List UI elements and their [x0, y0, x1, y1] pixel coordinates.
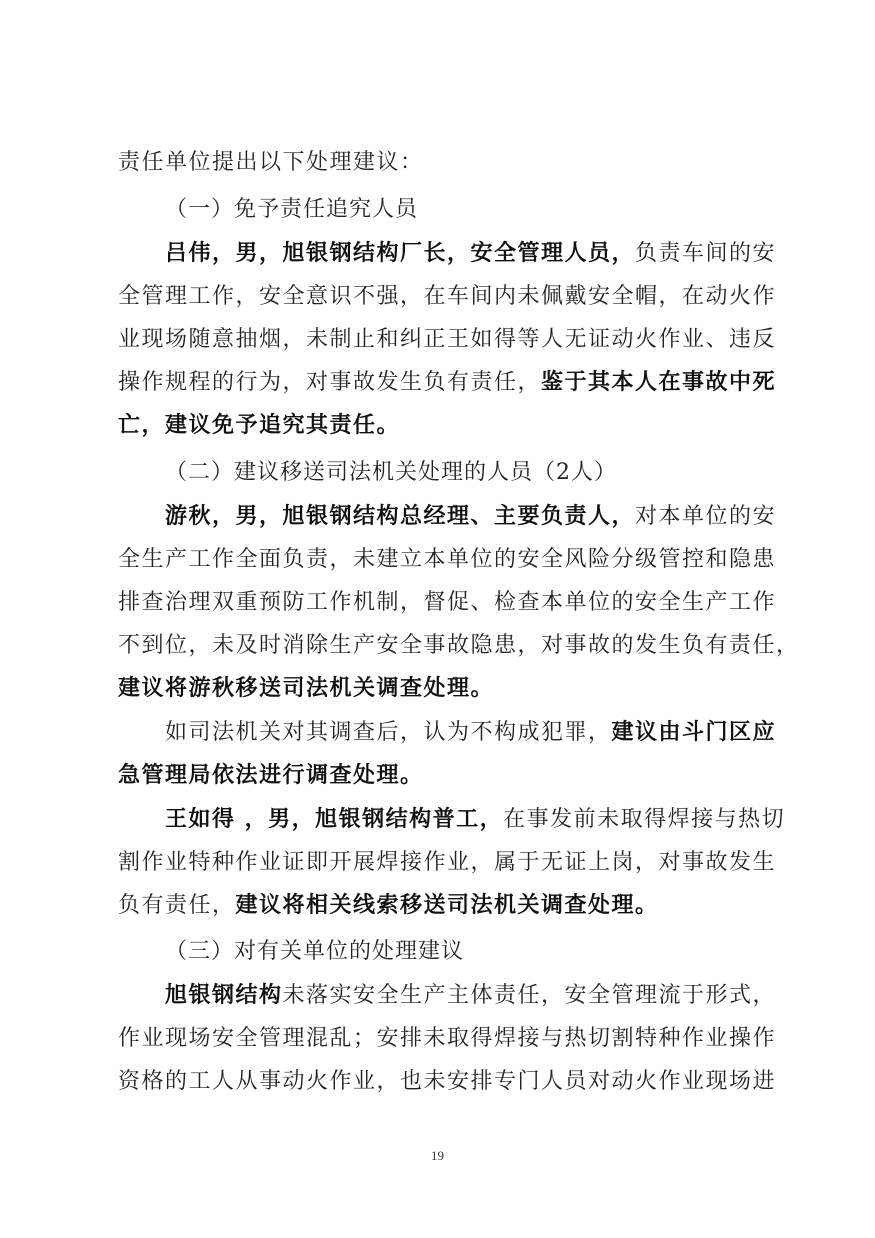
bold-text-run: 游秋，男，旭银钢结构总经理、主要负责人， [165, 504, 636, 529]
text-run: 不到位，未及时消除生产安全事故隐患，对事故的发生负有责任， [118, 633, 800, 658]
paragraph-line [0, 626, 875, 666]
bold-text-run: 建议将相关线索移送司法机关调查处理。 [235, 893, 659, 918]
text-run: 业现场随意抽烟，未制止和纠正王如得等人无证动火作业、违反 [118, 327, 777, 352]
bold-text-run: 鉴于其本人在事故中死 [541, 370, 777, 395]
paragraph-line [0, 1062, 875, 1102]
bold-text-run: 吕伟，男，旭银钢结构厂长，安全管理人员， [165, 241, 636, 266]
text-run: 作业现场安全管理混乱；安排未取得焊接与热切割特种作业操作 [118, 1026, 777, 1051]
bold-text-run: 建议由斗门区应 [611, 720, 777, 745]
paragraph-line [0, 976, 875, 1016]
paragraph-line [0, 1019, 875, 1059]
paragraph-line [0, 886, 875, 926]
text-run: 负责车间的安 [635, 241, 777, 266]
bold-text-run: 旭银钢结构 [165, 983, 283, 1008]
bold-text-run: 王如得 ，男，旭银钢结构普工， [165, 807, 504, 832]
paragraph-line [0, 497, 875, 537]
bold-text-run: 急管理局依法进行调查处理。 [118, 763, 424, 788]
text-run: 操作规程的行为，对事故发生负有责任， [118, 370, 542, 395]
paragraph-line [0, 843, 875, 883]
paragraph-line [0, 756, 875, 796]
section-heading [0, 190, 875, 230]
text-run: （二）建议移送司法机关处理的人员（2人） [165, 460, 617, 485]
text-run: 未落实安全生产主体责任，安全管理流于形式， [282, 983, 777, 1008]
section-heading [0, 453, 875, 493]
paragraph-line [0, 277, 875, 317]
text-run: 负有责任， [118, 893, 236, 918]
paragraph-line [0, 540, 875, 580]
paragraph-line [0, 406, 875, 446]
paragraph-line [0, 800, 875, 840]
paragraph-line [0, 669, 875, 709]
page-number: 19 [431, 1148, 444, 1163]
text-run: （一）免予责任追究人员 [165, 197, 419, 222]
text-run: 割作业特种作业证即开展焊接作业，属于无证上岗，对事故发生 [118, 850, 777, 875]
paragraph-line [0, 234, 875, 274]
paragraph-line [0, 363, 875, 403]
paragraph-line [0, 583, 875, 623]
paragraph-line [0, 713, 875, 753]
text-run: 全生产工作全面负责，未建立本单位的安全风险分级管控和隐患 [118, 547, 777, 572]
paragraph-line [0, 143, 875, 183]
text-run: 责任单位提出以下处理建议： [118, 150, 424, 175]
section-heading [0, 932, 875, 972]
text-run: 排查治理双重预防工作机制，督促、检查本单位的安全生产工作 [118, 590, 777, 615]
text-run: （三）对有关单位的处理建议 [165, 939, 465, 964]
paragraph-line [0, 320, 875, 360]
text-run: 对本单位的安 [635, 504, 777, 529]
text-run: 资格的工人从事动火作业，也未安排专门人员对动火作业现场进 [118, 1069, 777, 1094]
bold-text-run: 建议将游秋移送司法机关调查处理。 [118, 676, 495, 701]
text-run: 全管理工作，安全意识不强，在车间内未佩戴安全帽，在动火作 [118, 284, 777, 309]
text-run: 如司法机关对其调查后，认为不构成犯罪， [165, 720, 612, 745]
text-run: 在事发前未取得焊接与热切 [503, 807, 786, 832]
bold-text-run: 亡，建议免予追究其责任。 [118, 413, 401, 438]
